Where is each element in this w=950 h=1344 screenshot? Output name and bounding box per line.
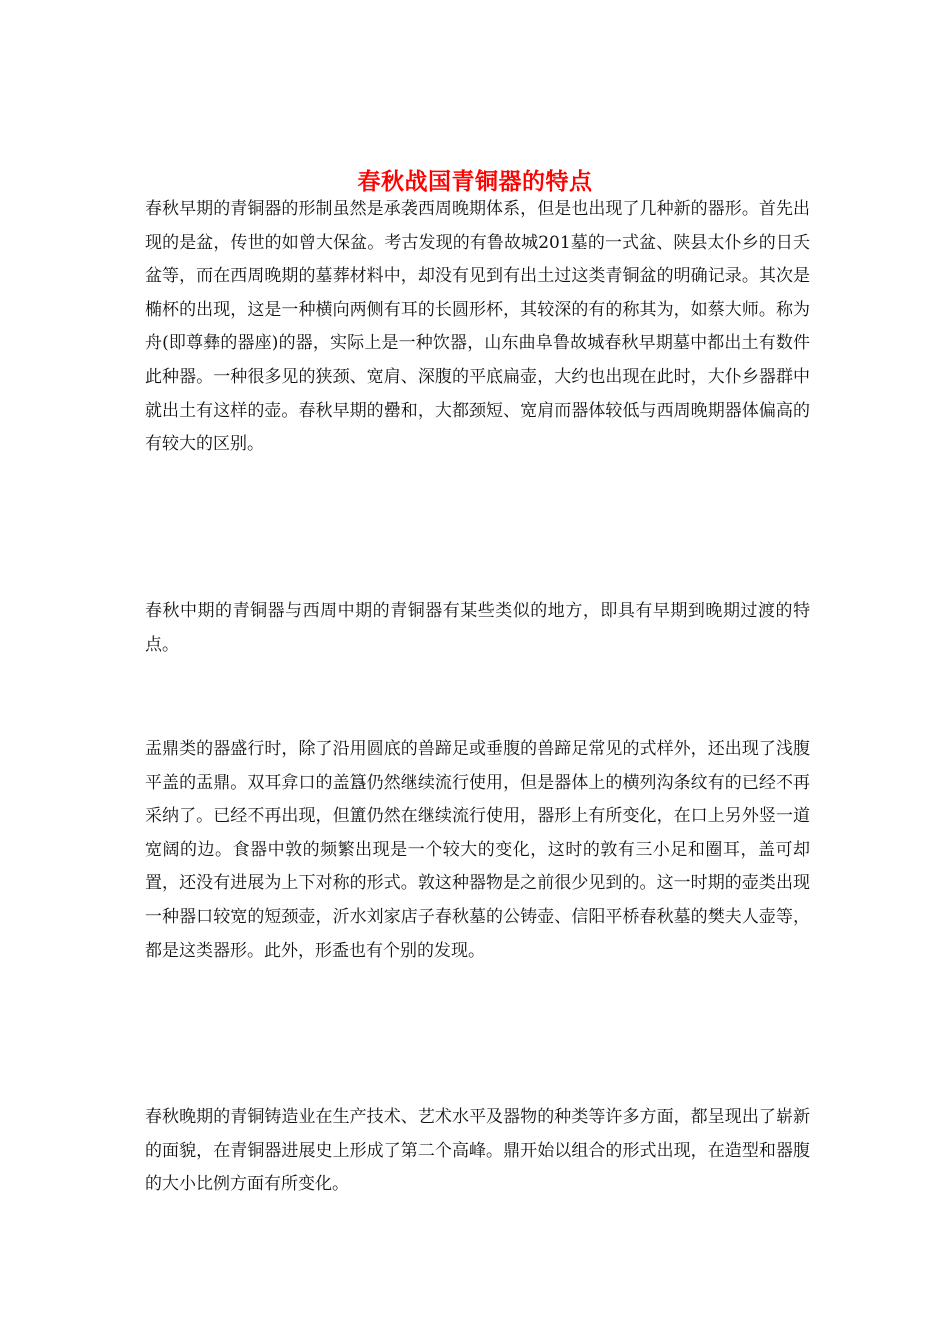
paragraph-mid-spring-autumn: 春秋中期的青铜器与西周中期的青铜器有某些类似的地方，即具有早期到晚期过渡的特点。 <box>145 601 810 655</box>
paragraph-early-spring-autumn: 春秋早期的青铜器的形制虽然是承袭西周晚期体系，但是也出现了几种新的器形。首先出现的是盆，传世的如曾大保盆。考古发现的有鲁故城201墓的一式盆、陕县太仆乡的日夭盆等，而在西周晚期的墓葬材料中，却没有见到有出土过这类青铜盆的明确记录。其次是椭杯的出现，这是一种横向两侧有耳的长圆形杯，其较深的有的称其为，如蔡大师。称为舟(即尊彝的器座)的器，实际上是一种饮器，山东曲阜鲁故城春秋早期墓中都出土有数件此种器。一种很多见的狭颈、宽肩、深腹的平底扁壶，大约也出现在此时，大仆乡器群中就出土有这样的壶。春秋早期的罍和，大都颈短、宽肩而器体较低与西周晚期器体偏高的有较大的区别。 <box>145 199 810 455</box>
paragraph-late-spring-autumn: 春秋晚期的青铜铸造业在生产技术、艺术水平及器物的种类等许多方面，都呈现出了崭新的面貌，在青铜器进展史上形成了第二个高峰。鼎开始以组合的形式出现，在造型和器腹的大小比例方面有所变化。 <box>145 1107 810 1195</box>
paragraph-ding-vessels: 盂鼎类的器盛行时，除了沿用圆底的兽蹄足或垂腹的兽蹄足常见的式样外，还出现了浅腹平盖的盂鼎。双耳弇口的盖簋仍然继续流行使用，但是器体上的横列沟条纹有的已经不再采纳了。已经不再出现，但簠仍然在继续流行使用，器形上有所变化，在口上另外竖一道宽阔的边。食器中敦的频繁出现是一个较大的变化，这时的敦有三小足和圈耳，盖可却置，还没有进展为上下对称的形式。敦这种器物是之前很少见到的。这一时期的壶类出现一种器口较宽的短颈壶，沂水刘家店子春秋墓的公铸壶、信阳平桥春秋墓的樊夫人壶等，都是这类器形。此外，形盉也有个别的发现。 <box>145 739 810 961</box>
document-title: 春秋战国青铜器的特点 <box>357 168 593 196</box>
